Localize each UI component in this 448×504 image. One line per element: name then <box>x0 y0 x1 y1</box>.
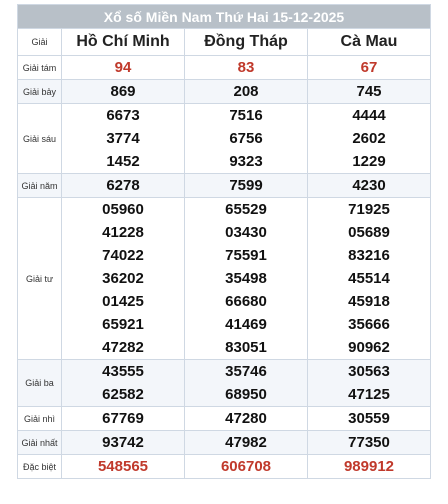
prize-number: 67769 <box>102 410 144 427</box>
prize-number: 03430 <box>225 224 267 241</box>
prize-number: 74022 <box>102 247 144 264</box>
prize-number: 62582 <box>102 386 144 403</box>
prize-number: 606708 <box>220 458 272 475</box>
prize-number: 77350 <box>348 434 390 451</box>
prize-cell <box>62 198 185 360</box>
prize-number: 83 <box>237 59 255 76</box>
prize-label: Giải nhì <box>18 407 62 431</box>
prize-cell <box>308 360 431 407</box>
prize-number: 2602 <box>352 130 386 147</box>
prize-label: Giải tư <box>18 198 62 360</box>
prize-cell <box>308 407 431 431</box>
prize-number: 30563 <box>348 363 390 380</box>
prize-cell <box>62 174 185 198</box>
prize-cell <box>185 360 308 407</box>
prize-cell <box>185 80 308 104</box>
prize-number: 30559 <box>348 410 390 427</box>
prize-number: 6278 <box>106 177 140 194</box>
prize-row <box>18 360 431 407</box>
prize-number: 745 <box>356 83 382 100</box>
prize-number: 75591 <box>225 247 267 264</box>
prize-cell <box>308 455 431 479</box>
prize-number: 65529 <box>225 201 267 218</box>
prize-cell <box>185 174 308 198</box>
prize-cell <box>308 174 431 198</box>
prize-label: Giải nhất <box>18 431 62 455</box>
prize-row <box>18 455 431 479</box>
prize-row <box>18 80 431 104</box>
prize-row <box>18 104 431 174</box>
prize-cell <box>62 56 185 80</box>
prize-number: 43555 <box>102 363 144 380</box>
prize-number: 41469 <box>225 316 267 333</box>
prize-number: 68950 <box>225 386 267 403</box>
prize-cell <box>185 407 308 431</box>
prize-cell <box>185 455 308 479</box>
prize-number: 36202 <box>102 270 144 287</box>
prize-label: Giải ba <box>18 360 62 407</box>
prize-row <box>18 174 431 198</box>
prize-number: 65921 <box>102 316 144 333</box>
prize-number: 35498 <box>225 270 267 287</box>
prize-cell <box>62 431 185 455</box>
title-row <box>18 5 431 29</box>
prize-number: 83216 <box>348 247 390 264</box>
prize-number: 71925 <box>348 201 390 218</box>
prize-number: 6673 <box>106 107 140 124</box>
prize-cell <box>185 431 308 455</box>
prize-number: 94 <box>114 59 132 76</box>
prize-number: 4230 <box>352 177 386 194</box>
prize-number: 4444 <box>352 107 386 124</box>
prize-label: Giải bảy <box>18 80 62 104</box>
prize-label: Giải năm <box>18 174 62 198</box>
prize-number: 7516 <box>229 107 263 124</box>
prize-number: 83051 <box>225 339 267 356</box>
prize-number: 6756 <box>229 130 263 147</box>
prize-number: 35666 <box>348 316 390 333</box>
prize-number: 47125 <box>348 386 390 403</box>
prize-cell <box>308 431 431 455</box>
results-title: Xổ số Miền Nam Thứ Hai 15-12-2025 <box>18 5 431 29</box>
prize-number: 41228 <box>102 224 144 241</box>
prize-row <box>18 431 431 455</box>
province-header[interactable]: Cà Mau <box>308 29 431 56</box>
prize-cell <box>308 104 431 174</box>
prize-label: Đặc biệt <box>18 455 62 479</box>
prize-number: 66680 <box>225 293 267 310</box>
prize-number: 01425 <box>102 293 144 310</box>
prize-number: 869 <box>110 83 136 100</box>
prize-number: 47282 <box>102 339 144 356</box>
province-header[interactable]: Đồng Tháp <box>185 29 308 56</box>
prize-cell <box>185 104 308 174</box>
prize-cell <box>62 104 185 174</box>
prize-number: 7599 <box>229 177 263 194</box>
prize-label: Giải sáu <box>18 104 62 174</box>
prize-number: 45918 <box>348 293 390 310</box>
province-header[interactable]: Hồ Chí Minh <box>62 29 185 56</box>
prize-cell <box>62 407 185 431</box>
prize-number: 548565 <box>97 458 149 475</box>
prize-cell <box>185 198 308 360</box>
prize-number: 9323 <box>229 153 263 170</box>
prize-column-header: Giải <box>18 29 62 56</box>
prize-cell <box>185 56 308 80</box>
prize-number: 47982 <box>225 434 267 451</box>
prize-cell <box>308 80 431 104</box>
prize-number: 1229 <box>352 153 386 170</box>
prize-number: 05689 <box>348 224 390 241</box>
prize-number: 90962 <box>348 339 390 356</box>
prize-row <box>18 56 431 80</box>
prize-number: 67 <box>360 59 378 76</box>
prize-number: 989912 <box>343 458 395 475</box>
prize-cell <box>62 360 185 407</box>
prize-number: 1452 <box>106 153 140 170</box>
prize-number: 45514 <box>348 270 390 287</box>
prize-cell <box>308 56 431 80</box>
prize-number: 05960 <box>102 201 144 218</box>
prize-number: 35746 <box>225 363 267 380</box>
prize-number: 47280 <box>225 410 267 427</box>
prize-number: 3774 <box>106 130 140 147</box>
prize-cell <box>62 80 185 104</box>
prize-number: 208 <box>233 83 259 100</box>
prize-number: 93742 <box>102 434 144 451</box>
results-table <box>17 4 431 479</box>
prize-cell <box>62 455 185 479</box>
header-row <box>18 29 431 56</box>
prize-row <box>18 198 431 360</box>
prize-label: Giải tám <box>18 56 62 80</box>
prize-row <box>18 407 431 431</box>
prize-cell <box>308 198 431 360</box>
